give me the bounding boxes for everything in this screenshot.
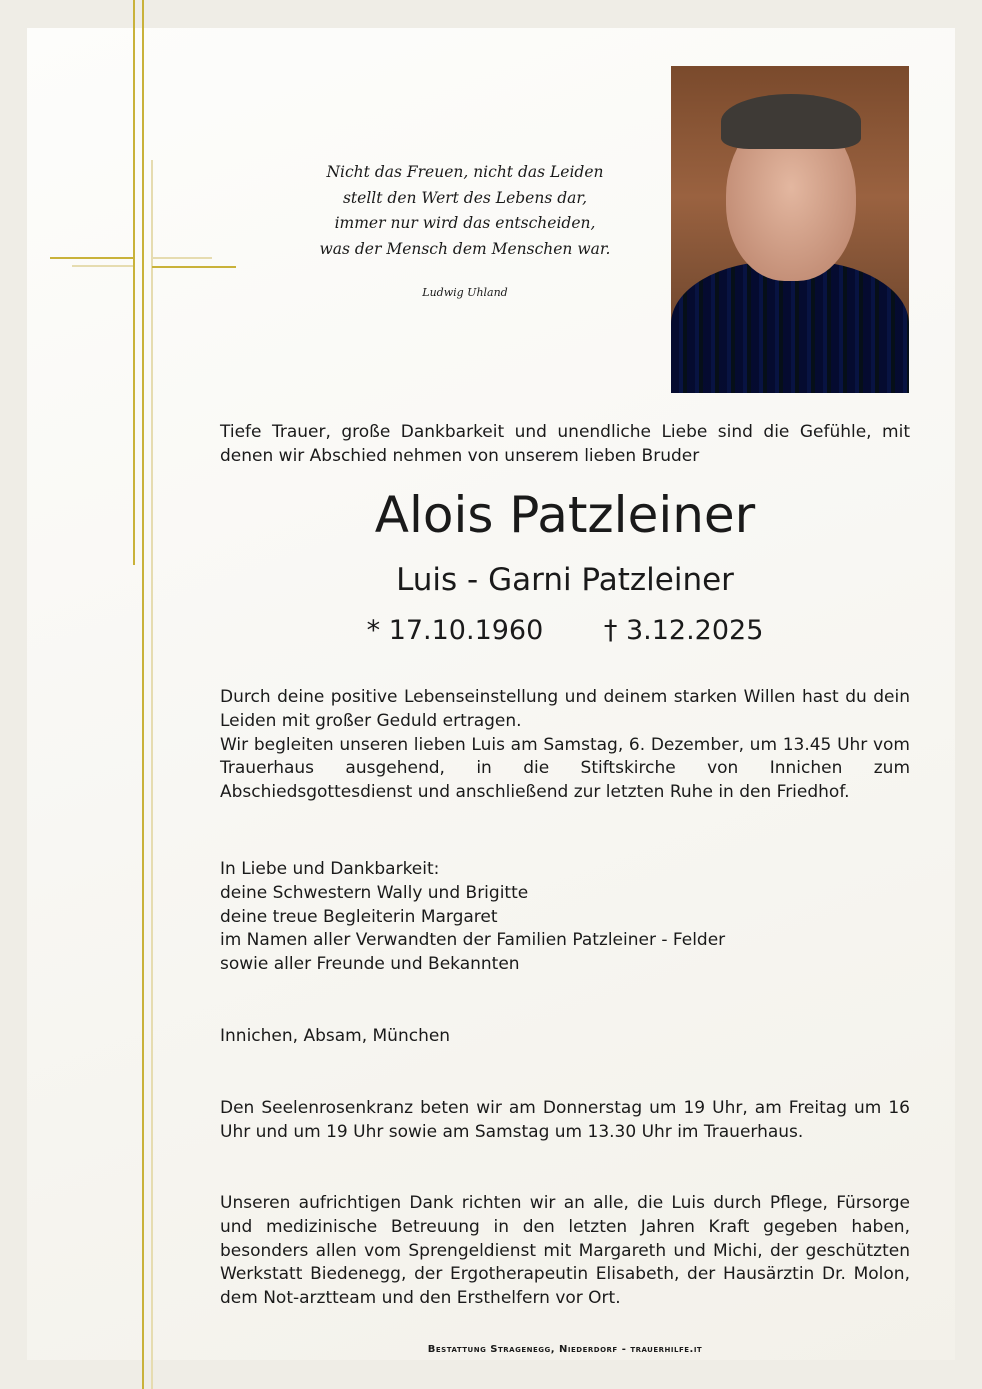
quote-line: Nicht das Freuen, nicht das Leiden [326,163,604,181]
quote-line: was der Mensch dem Menschen war. [319,239,611,258]
intro-text: Tiefe Trauer, große Dankbarkeit und unendliche Liebe sind die Gefühle, mit denen wir Abschied nehmen von unserem lieben Bruder [220,422,910,466]
life-dates [220,613,910,649]
mourners-list [220,858,910,977]
rosary-text: Den Seelenrosenkranz beten wir am Donnerstag um 19 Uhr, am Freitag um 16 Uhr und um 19 Uhr sowie am Samstag um 13.30 Uhr im Trauerhaus. [220,1098,910,1142]
birth-date: * 17.10.1960 [366,615,544,646]
mourner-line: deine treue Begleiterin Margaret [220,906,498,927]
places: Innichen, Absam, München [220,1026,451,1046]
quote-line: immer nur wird das entscheiden, [334,214,596,232]
mourner-line: deine Schwestern Wally und Brigitte [220,882,529,903]
deceased-nickname: Luis - Garni Patzleiner [396,562,734,598]
portrait-photo [671,66,909,393]
quote-line: stellt den Wert des Lebens dar, [342,188,588,207]
quote [300,160,630,262]
funeral-home-footer: Bestattung Stragenegg, Niederdorf - trauerhilfe.it [427,1344,703,1355]
deceased-name: Alois Patzleiner [374,486,756,544]
quote-author: Ludwig Uhland [422,286,508,299]
announcement [220,686,910,805]
mourner-line: im Namen aller Verwandten der Familien Patzleiner - Felder [220,930,726,951]
mourner-line: sowie aller Freunde und Bekannten [220,954,520,975]
mourner-line: In Liebe und Dankbarkeit: [220,859,440,879]
thanks-text: Unseren aufrichtigen Dank richten wir an alle, die Luis durch Pflege, Fürsorge und medizinische Betreuung in den letzten Jahren Kraft gegeben haben, besonders allen vom Sprengeldienst mit Margareth und Michi, der geschützten Werkstatt Biedenegg, der Ergotherapeutin Elisabeth, der Hausärztin Dr. Molon, dem Not-arztteam und den Ersthelfern vor Ort. [220,1193,910,1309]
paragraph: Durch deine positive Lebenseinstellung und deinem starken Willen hast du dein Leiden mit großer Geduld ertragen. [220,687,910,731]
paragraph: Wir begleiten unseren lieben Luis am Samstag, 6. Dezember, um 13.45 Uhr vom Trauerhaus ausgehend, in die Stiftskirche von Innichen zum Abschiedsgottesdienst und anschließend zur letzten Ruhe in den Friedhof. [220,734,910,803]
death-date: † 3.12.2025 [603,615,764,646]
